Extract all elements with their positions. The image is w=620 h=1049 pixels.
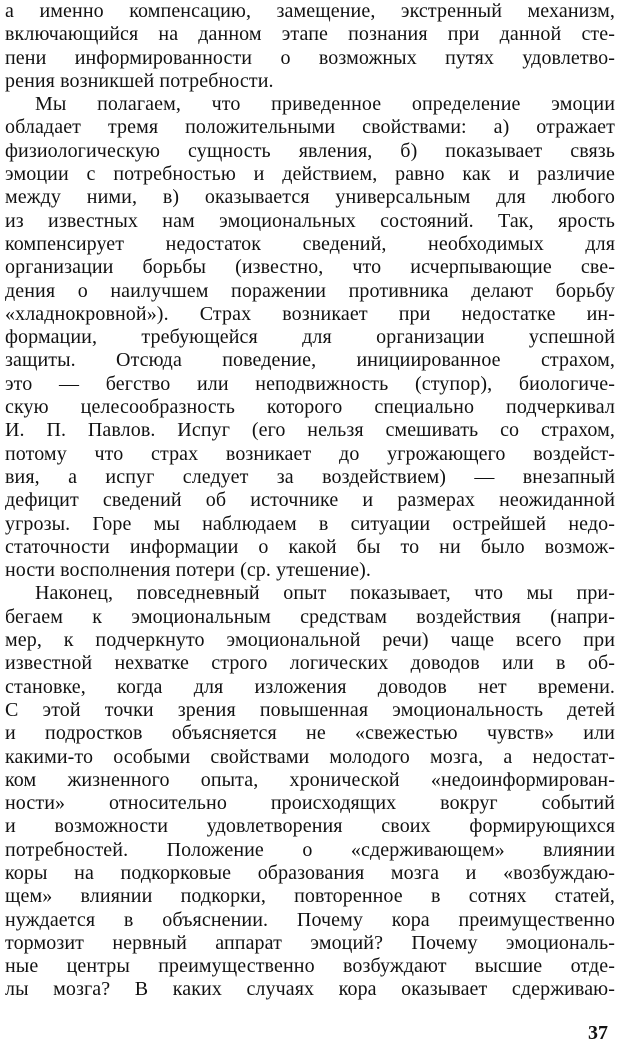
text-line: ные центры преимущественно возбуждают высшие отде- (5, 955, 615, 978)
text-line: рения возникшей потребности. (5, 69, 274, 92)
text-line: мер, к подчеркнуто эмоциональной речи) чаще всего при (5, 629, 615, 652)
text-line: а именно компенсацию, замещение, экстренный механизм, (5, 0, 615, 22)
text-line: компенсирует недостаток сведений, необходимых для (5, 232, 615, 255)
text-line: какими-то особыми свойствами молодого мозга, а недостат- (5, 745, 615, 768)
page-number: 37 (588, 1022, 608, 1044)
text-line: обладает тремя положительными свойствами: а) отражает (5, 116, 615, 139)
text-line: ком жизненного опыта, хронической «недоинформирован- (5, 768, 615, 791)
text-line: эмоции с потребностью и действием, равно как и различие (5, 163, 615, 186)
text-line: включающийся на данном этапе познания при данной сте- (5, 23, 615, 46)
text-line: дения о наилучшем поражении противника делают борьбу (5, 279, 615, 302)
text-line: между ними, в) оказывается универсальным для любого (5, 186, 615, 209)
text-line: потребностей. Положение о «сдерживающем» влиянии (5, 838, 615, 861)
text-line: это — бегство или неподвижность (ступор), биологиче- (5, 372, 615, 395)
text-line: и возможности удовлетворения своих формирующихся (5, 815, 615, 838)
text-line: И. П. Павлов. Испуг (его нельзя смешивать со страхом, (5, 419, 615, 442)
text-line: нуждается в объяснении. Почему кора преимущественно (5, 908, 615, 931)
text-line: из известных нам эмоциональных состояний. Так, ярость (5, 209, 615, 232)
text-line: коры на подкорковые образования мозга и «возбуждаю- (5, 861, 615, 884)
text-line: физиологическую сущность явления, б) показывает связь (5, 139, 615, 162)
text-line: скую целесообразность которого специально подчеркивал (5, 396, 615, 419)
text-line: вия, а испуг следует за воздействием) — внезапный (5, 465, 615, 488)
text-line: статочности информации о какой бы то ни было возмож- (5, 535, 615, 558)
text-line: ности» относительно происходящих вокруг событий (5, 792, 615, 815)
body-text (5, 0, 615, 1002)
text-line: ности восполнения потери (ср. утешение). (5, 559, 371, 582)
text-line: дефицит сведений об источнике и размерах неожиданной (5, 489, 615, 512)
text-line: щем» влиянии подкорки, повторенное в сотнях статей, (5, 885, 615, 908)
text-line: становке, когда для изложения доводов нет времени. (5, 675, 615, 698)
text-line: Мы полагаем, что приведенное определение эмоции (35, 93, 615, 116)
text-line: формации, требующейся для организации успешной (5, 326, 615, 349)
text-line: бегаем к эмоциональным средствам воздействия (напри- (5, 605, 615, 628)
text-line: лы мозга? В каких случаях кора оказывает сдерживаю- (5, 978, 615, 1001)
text-line: и подростков объясняется не «свежестью чувств» или (5, 722, 615, 745)
text-line: тормозит нервный аппарат эмоций? Почему эмоциональ- (5, 931, 615, 954)
text-line: потому что страх возникает до угрожающего воздейст- (5, 442, 615, 465)
text-line: защиты. Отсюда поведение, инициированное страхом, (5, 349, 615, 372)
text-line: С этой точки зрения повышенная эмоциональность детей (5, 698, 615, 721)
text-line: «хладнокровной»). Страх возникает при недостатке ин- (5, 302, 615, 325)
text-line: известной нехватке строго логических доводов или в об- (5, 652, 615, 675)
text-line: организации борьбы (известно, что исчерпывающие све- (5, 256, 615, 279)
text-line: Наконец, повседневный опыт показывает, что мы при- (35, 582, 615, 605)
text-line: пени информированности о возможных путях удовлетво- (5, 46, 615, 69)
text-line: угрозы. Горе мы наблюдаем в ситуации острейшей недо- (5, 512, 615, 535)
